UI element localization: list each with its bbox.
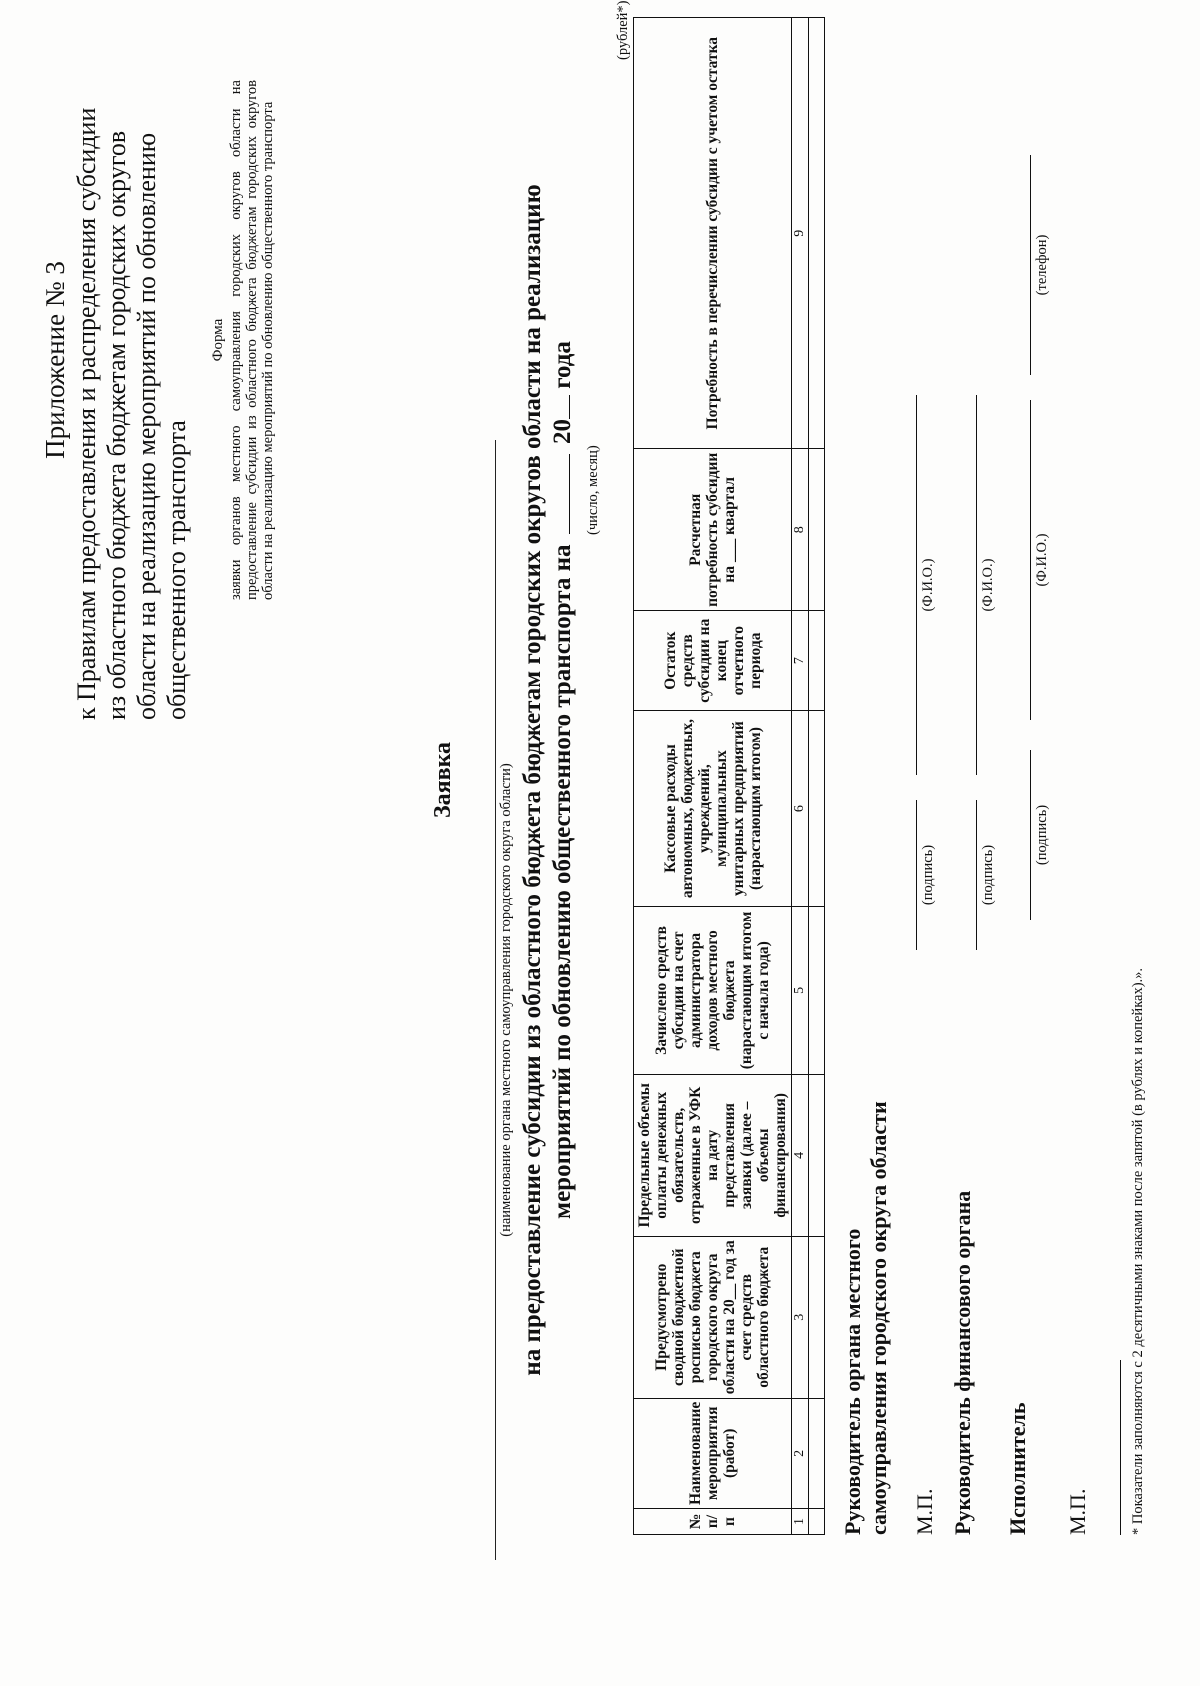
table-cell[interactable] [809,449,825,611]
table-number-row [792,18,809,1535]
head-title-line-2: самоуправления городского округа области [866,1101,891,1535]
phone-caption: (телефон) [1034,234,1050,296]
table-cell[interactable] [809,1236,825,1398]
currency-note: (рублей*) [615,0,631,60]
date-blank [569,454,570,534]
appendix-line: общественного транспорта [162,420,191,720]
table-cell[interactable] [809,906,825,1074]
org-name-caption: (наименование органа местного самоуправления городского округа области) [498,763,514,1237]
table-header-row [634,18,792,1535]
head-title [840,1101,892,1535]
fio-caption: (Ф.И.О.) [920,558,936,612]
heading-line-2-text: мероприятий по обновлению общественного транспорта на [549,544,576,1219]
org-name-line [495,440,496,1560]
table-cell[interactable] [809,711,825,907]
table-cell[interactable] [809,1398,825,1508]
finance-fio-line[interactable] [976,395,977,775]
header-cell: Остаток средств субсидии на конец отчетного периода [634,611,792,711]
appendix-line: области на реализацию мероприятий по обновлению [132,132,161,720]
signature-caption: (подпись) [920,844,936,906]
column-number: 5 [792,906,809,1074]
appendix-number: Приложение № 3 [40,261,70,459]
header-cell: Зачислено средств субсидии на счет администратора доходов местного бюджета (нарастающим итогом с начала года) [634,906,792,1074]
fio-caption: (Ф.И.О.) [1034,533,1050,587]
fio-caption: (Ф.И.О.) [980,558,996,612]
signature-caption: (подпись) [1034,804,1050,866]
column-number: 7 [792,611,809,711]
date-caption: (число, месяц) [585,445,601,535]
table-row [809,18,825,1535]
table-cell[interactable] [809,1074,825,1236]
year-prefix: 20 [549,418,576,444]
column-number: 4 [792,1074,809,1236]
request-table [633,17,825,1535]
heading-line-1: на предоставление субсидии из областного бюджета бюджетам городских округов области на реализацию [519,184,546,1376]
column-number: 6 [792,711,809,907]
head-fio-line[interactable] [916,395,917,775]
head-signature-line[interactable] [916,800,917,950]
seal-label: М.П. [1065,1488,1090,1535]
header-cell: Предельные объемы оплаты денежных обязательств, отраженные в УФК на дату представления заявки (далее – объемы финансирования) [634,1074,792,1236]
executor-fio-line[interactable] [1030,400,1031,720]
signature-caption: (подпись) [980,844,996,906]
form-label: Форма [210,318,226,362]
form-description: заявки органов местного самоуправления городских округов области на предоставление субсидии из областного бюджета бюджетам городских округов области на реализацию мероприятий по обновлению общественного транспорта [228,80,276,600]
year-blank [569,395,570,419]
table-cell[interactable] [809,1509,825,1535]
appendix-line: к Правилам предоставления и распределения субсидии [72,107,101,720]
document-page [40,0,1170,1580]
column-number: 1 [792,1509,809,1535]
request-heading [518,0,578,1580]
form-block [210,80,276,600]
header-cell: № п/п [634,1509,792,1535]
seal-label: М.П. [912,1488,937,1535]
header-cell: Кассовые расходы автономных, бюджетных, учреждений, муниципальных унитарных предприятий (нарастающим итогом) [634,711,792,907]
document-title: Заявка [430,741,456,819]
executor-phone-line[interactable] [1030,155,1031,375]
column-number: 9 [792,18,809,449]
appendix-block [40,0,192,720]
year-suffix: года [549,341,576,389]
heading-line-2 [548,0,578,1580]
header-cell: Предусмотрено сводной бюджетной росписью бюджета городского округа области на 20__ год за счет средств областного бюджета [634,1236,792,1398]
finance-signature-line[interactable] [976,800,977,950]
executor-title: Исполнитель [1005,1402,1030,1535]
finance-head-title: Руководитель финансового органа [950,1190,975,1535]
footnote-separator [1120,1360,1121,1535]
column-number: 2 [792,1398,809,1508]
column-number: 3 [792,1236,809,1398]
head-title-line-1: Руководитель органа местного [840,1228,865,1535]
header-cell: Потребность в перечислении субсидии с учетом остатка [634,18,792,449]
header-cell: Наименование мероприятия (работ) [634,1398,792,1508]
appendix-line: из областного бюджета бюджетам городских округов [102,130,131,720]
column-number: 8 [792,449,809,611]
table-cell[interactable] [809,611,825,711]
table-cell[interactable] [809,18,825,449]
executor-signature-line[interactable] [1030,750,1031,920]
footnote: * Показатели заполняются с 2 десятичными знаками после запятой (в рублях и копейках).». [1130,967,1146,1535]
header-cell: Расчетная потребность субсидии на ___ квартал [634,449,792,611]
